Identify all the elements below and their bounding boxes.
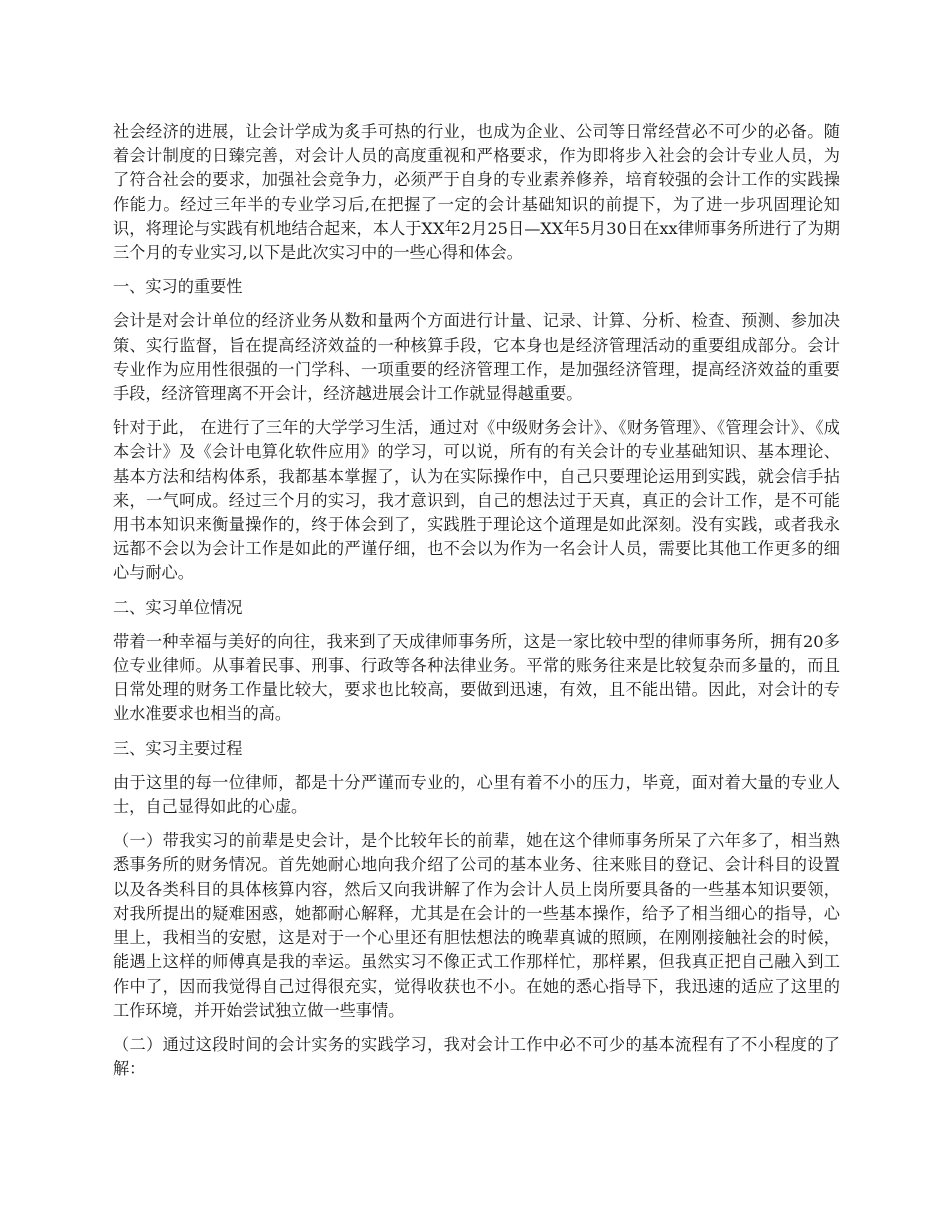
process-intro-paragraph: 由于这里的每一位律师，都是十分严谨而专业的，心里有着不小的压力，毕竟，面对着大量的专业人士，自己显得如此的心虚。 — [113, 772, 840, 817]
intro-paragraph: 社会经济的进展，让会计学成为炙手可热的行业，也成为企业、公司等日常经营必不可少的必备。随着会计制度的日臻完善，对会计人员的高度重视和严格要求，作为即将步入社会的会计专业人员，为了符合社会的要求，加强社会竞争力，必须严于自身的专业素养修养，培育较强的会计工作的实践操作能力。经过三年半的专业学习后,在把握了一定的会计基础知识的前提下，为了进一步巩固理论知识，将理论与实践有机地结合起来，本人于XX年2月25日—XX年5月30日在xx律师事务所进行了为期三个月的专业实习,以下是此次实习中的一些心得和体会。 — [113, 122, 840, 263]
document-body — [113, 120, 840, 1091]
section-heading-unit: 二、实习单位情况 — [113, 597, 243, 617]
section-heading-process: 三、实习主要过程 — [113, 738, 243, 758]
process-item-1-paragraph: （一）带我实习的前辈是史会计，是个比较年长的前辈，她在这个律师事务所呆了六年多了，相当熟悉事务所的财务情况。首先她耐心地向我介绍了公司的基本业务、往来账目的登记、会计科目的设置以及各类科目的具体核算内容，然后又向我讲解了作为会计人员上岗所要具备的一些基本知识要领，对我所提出的疑难困惑，她都耐心解释，尤其是在会计的一些基本操作，给予了相当细心的指导，心里上，我相当的安慰，这是对于一个心里还有胆怯想法的晚辈真诚的照顾，在刚刚接触社会的时候，能遇上这样的师傅真是我的幸运。虽然实习不像正式工作那样忙，那样累，但我真正把自己融入到工作中了，因而我觉得自己过得很充实，觉得收获也不小。在她的悉心指导下，我迅速的适应了这里的工作环境，并开始尝试独立做一些事情。 — [113, 831, 840, 1020]
study-paragraph: 针对于此， 在进行了三年的大学学习生活，通过对《中级财务会计》、《财务管理》、《管理会计》、《成本会计》及《会计电算化软件应用》的学习，可以说，所有的有关会计的专业基础知识、基本理论、基本方法和结构体系，我都基本掌握了，认为在实际操作中，自己只要理论运用到实践，就会信手拈来，一气呵成。经过三个月的实习，我才意识到，自己的想法过于天真，真正的会计工作，是不可能用书本知识来衡量操作的，终于体会到了，实践胜于理论这个道理是如此深刻。没有实践，或者我永远都不会以为会计工作是如此的严谨仔细，也不会以为作为一名会计人员，需要比其他工作更多的细心与耐心。 — [113, 418, 840, 583]
unit-paragraph: 带着一种幸福与美好的向往，我来到了天成律师事务所，这是一家比较中型的律师事务所，拥有20多位专业律师。从事着民事、刑事、行政等各种法律业务。平常的账务往来是比较复杂而多量的，而且日常处理的财务工作量比较大，要求也比较高，要做到迅速，有效，且不能出错。因此，对会计的专业水准要求也相当的高。 — [113, 631, 840, 724]
importance-paragraph: 会计是对会计单位的经济业务从数和量两个方面进行计量、记录、计算、分析、检查、预测、参加决策、实行监督，旨在提高经济效益的一种核算手段，它本身也是经济管理活动的重要组成部分。会计专业作为应用性很强的一门学科、一项重要的经济管理工作，是加强经济管理，提高经济效益的重要手段，经济管理离不开会计，经济越进展会计工作就显得越重要。 — [113, 311, 840, 404]
section-heading-importance: 一、实习的重要性 — [113, 277, 243, 297]
process-item-2-paragraph: （二）通过这段时间的会计实务的实践学习，我对会计工作中必不可少的基本流程有了不小程度的了解： — [113, 1034, 840, 1079]
